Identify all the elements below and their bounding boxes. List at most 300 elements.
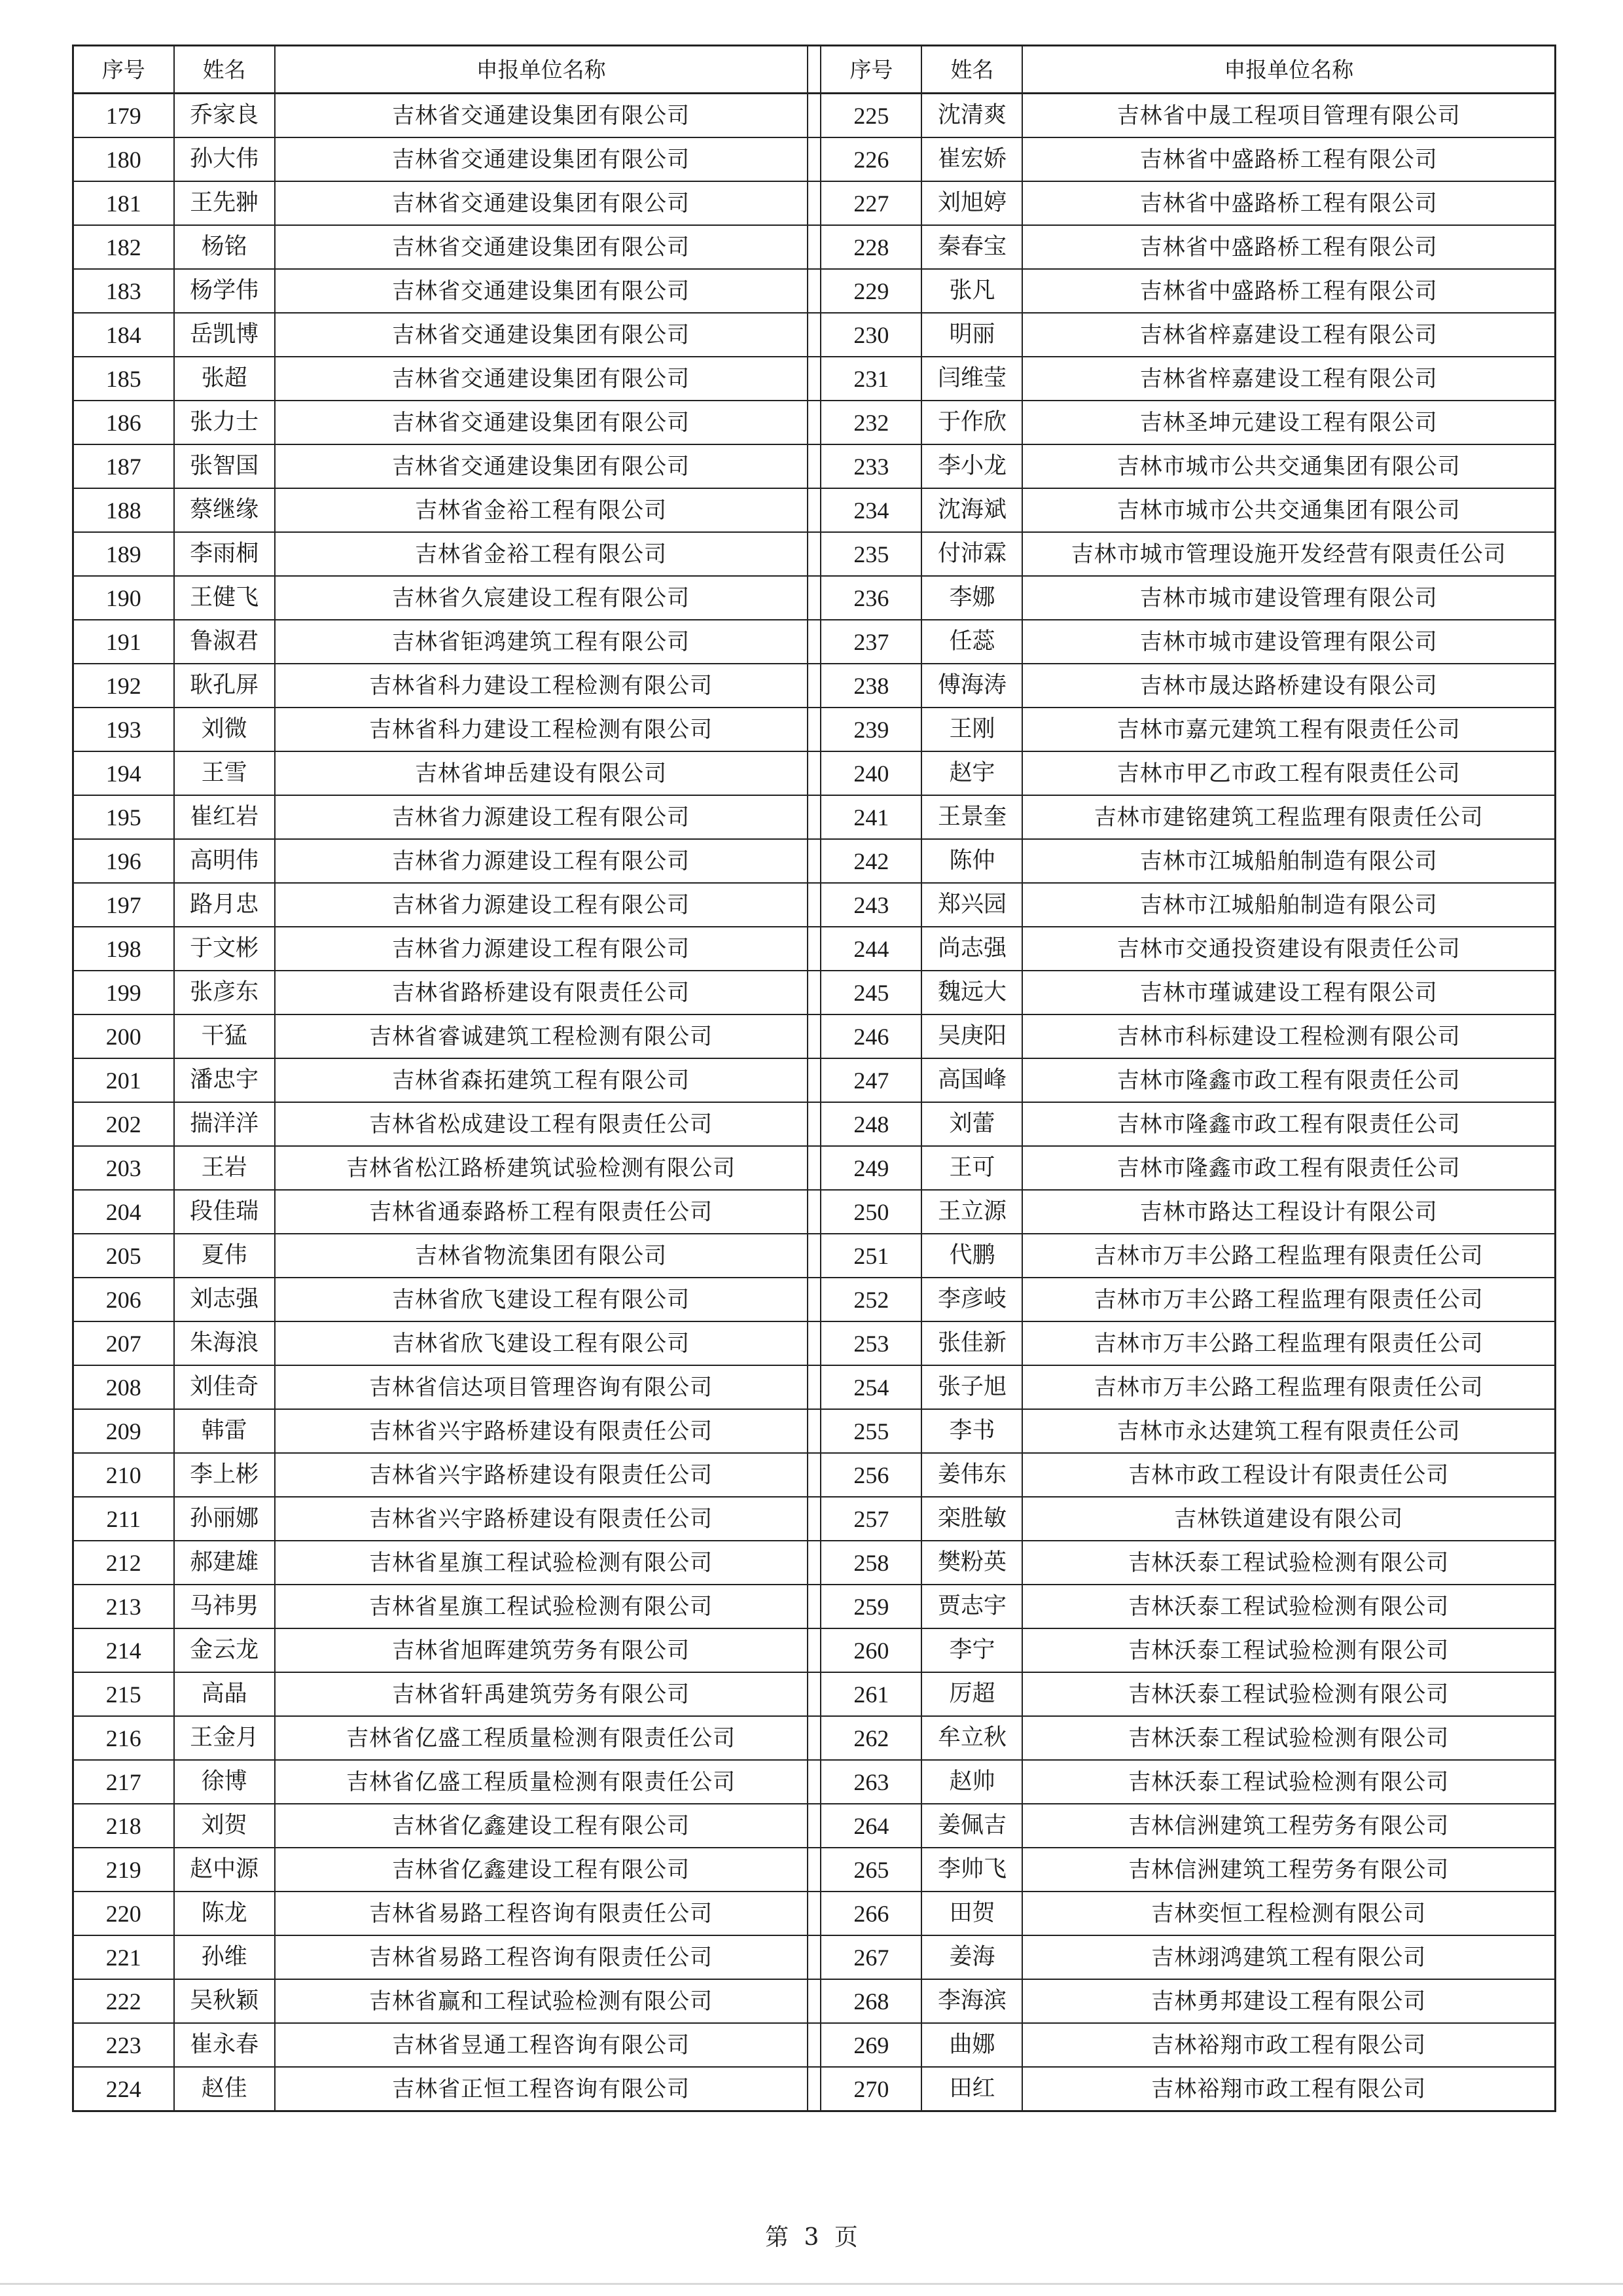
unit-cell: 吉林翊鸿建筑工程有限公司 — [1022, 1935, 1555, 1979]
unit-cell: 吉林省金裕工程有限公司 — [275, 532, 808, 576]
column-divider — [808, 1585, 821, 1628]
name-cell: 蔡继缘 — [174, 488, 275, 532]
seq-cell: 222 — [73, 1979, 174, 2023]
table-row — [73, 971, 1556, 1014]
table-row — [73, 1014, 1556, 1058]
column-divider — [808, 1804, 821, 1848]
unit-cell: 吉林市城市公共交通集团有限公司 — [1022, 444, 1555, 488]
name-cell: 耿孔屏 — [174, 664, 275, 708]
name-cell: 栾胜敏 — [921, 1497, 1022, 1541]
unit-cell: 吉林省星旗工程试验检测有限公司 — [275, 1541, 808, 1585]
name-cell: 王先翀 — [174, 181, 275, 225]
name-cell: 陈龙 — [174, 1892, 275, 1935]
seq-cell: 203 — [73, 1146, 174, 1190]
table-row — [73, 1804, 1556, 1848]
column-divider — [808, 1409, 821, 1453]
table-row — [73, 1935, 1556, 1979]
name-cell: 田贺 — [921, 1892, 1022, 1935]
unit-cell: 吉林沃泰工程试验检测有限公司 — [1022, 1541, 1555, 1585]
header-name-right: 姓名 — [921, 46, 1022, 94]
name-cell: 傅海涛 — [921, 664, 1022, 708]
table-row — [73, 927, 1556, 971]
name-cell: 姜海 — [921, 1935, 1022, 1979]
unit-cell: 吉林市瑾诚建设工程有限公司 — [1022, 971, 1555, 1014]
column-divider — [808, 576, 821, 620]
name-cell: 李宁 — [921, 1628, 1022, 1672]
unit-cell: 吉林省钜鸿建筑工程有限公司 — [275, 620, 808, 664]
unit-cell: 吉林省亿鑫建设工程有限公司 — [275, 1848, 808, 1892]
column-divider — [808, 708, 821, 751]
unit-cell: 吉林市城市建设管理有限公司 — [1022, 576, 1555, 620]
unit-cell: 吉林省物流集团有限公司 — [275, 1234, 808, 1278]
name-cell: 高明伟 — [174, 839, 275, 883]
name-cell: 李雨桐 — [174, 532, 275, 576]
name-cell: 孙维 — [174, 1935, 275, 1979]
unit-cell: 吉林省信达项目管理咨询有限公司 — [275, 1365, 808, 1409]
seq-cell: 269 — [821, 2023, 921, 2067]
unit-cell: 吉林省交通建设集团有限公司 — [275, 94, 808, 138]
unit-cell: 吉林沃泰工程试验检测有限公司 — [1022, 1760, 1555, 1804]
unit-cell: 吉林省坤岳建设有限公司 — [275, 751, 808, 795]
unit-cell: 吉林省交通建设集团有限公司 — [275, 401, 808, 444]
seq-cell: 226 — [821, 137, 921, 181]
table-row — [73, 1497, 1556, 1541]
unit-cell: 吉林市隆鑫市政工程有限责任公司 — [1022, 1102, 1555, 1146]
column-divider — [808, 1453, 821, 1497]
unit-cell: 吉林市科标建设工程检测有限公司 — [1022, 1014, 1555, 1058]
name-cell: 贾志宇 — [921, 1585, 1022, 1628]
name-cell: 乔家良 — [174, 94, 275, 138]
unit-cell: 吉林省欣飞建设工程有限公司 — [275, 1278, 808, 1321]
seq-cell: 185 — [73, 357, 174, 401]
unit-cell: 吉林省梓嘉建设工程有限公司 — [1022, 313, 1555, 357]
column-divider — [808, 269, 821, 313]
column-divider — [808, 1102, 821, 1146]
name-cell: 崔宏娇 — [921, 137, 1022, 181]
unit-cell: 吉林沃泰工程试验检测有限公司 — [1022, 1585, 1555, 1628]
seq-cell: 200 — [73, 1014, 174, 1058]
seq-cell: 201 — [73, 1058, 174, 1102]
column-divider — [808, 1058, 821, 1102]
name-cell: 夏伟 — [174, 1234, 275, 1278]
table-row — [73, 839, 1556, 883]
table-row — [73, 401, 1556, 444]
seq-cell: 202 — [73, 1102, 174, 1146]
name-cell: 尚志强 — [921, 927, 1022, 971]
seq-cell: 210 — [73, 1453, 174, 1497]
column-divider — [808, 181, 821, 225]
unit-cell: 吉林市城市建设管理有限公司 — [1022, 620, 1555, 664]
name-cell: 刘佳奇 — [174, 1365, 275, 1409]
name-cell: 赵帅 — [921, 1760, 1022, 1804]
unit-cell: 吉林省交通建设集团有限公司 — [275, 181, 808, 225]
seq-cell: 217 — [73, 1760, 174, 1804]
name-cell: 曲娜 — [921, 2023, 1022, 2067]
unit-cell: 吉林裕翔市政工程有限公司 — [1022, 2067, 1555, 2111]
seq-cell: 264 — [821, 1804, 921, 1848]
name-cell: 张凡 — [921, 269, 1022, 313]
table-row — [73, 1102, 1556, 1146]
table-row — [73, 1979, 1556, 2023]
seq-cell: 206 — [73, 1278, 174, 1321]
table-row — [73, 751, 1556, 795]
scan-edge-line — [0, 2283, 1623, 2285]
column-divider — [808, 1365, 821, 1409]
seq-cell: 220 — [73, 1892, 174, 1935]
unit-cell: 吉林省轩禹建筑劳务有限公司 — [275, 1672, 808, 1716]
roster-table — [72, 45, 1556, 2112]
header-unit-left: 申报单位名称 — [275, 46, 808, 94]
unit-cell: 吉林省中盛路桥工程有限公司 — [1022, 225, 1555, 269]
unit-cell: 吉林沃泰工程试验检测有限公司 — [1022, 1716, 1555, 1760]
seq-cell: 219 — [73, 1848, 174, 1892]
name-cell: 王刚 — [921, 708, 1022, 751]
seq-cell: 238 — [821, 664, 921, 708]
seq-cell: 247 — [821, 1058, 921, 1102]
column-divider — [808, 883, 821, 927]
unit-cell: 吉林沃泰工程试验检测有限公司 — [1022, 1672, 1555, 1716]
seq-cell: 252 — [821, 1278, 921, 1321]
seq-cell: 189 — [73, 532, 174, 576]
seq-cell: 246 — [821, 1014, 921, 1058]
unit-cell: 吉林省赢和工程试验检测有限公司 — [275, 1979, 808, 2023]
unit-cell: 吉林省昱通工程咨询有限公司 — [275, 2023, 808, 2067]
unit-cell: 吉林省睿诚建筑工程检测有限公司 — [275, 1014, 808, 1058]
roster-body — [73, 94, 1556, 2111]
column-divider — [808, 1014, 821, 1058]
seq-cell: 242 — [821, 839, 921, 883]
unit-cell: 吉林市晟达路桥建设有限公司 — [1022, 664, 1555, 708]
seq-cell: 237 — [821, 620, 921, 664]
seq-cell: 257 — [821, 1497, 921, 1541]
unit-cell: 吉林沃泰工程试验检测有限公司 — [1022, 1628, 1555, 1672]
name-cell: 姜佩吉 — [921, 1804, 1022, 1848]
seq-cell: 231 — [821, 357, 921, 401]
seq-cell: 229 — [821, 269, 921, 313]
table-row — [73, 1585, 1556, 1628]
name-cell: 张智国 — [174, 444, 275, 488]
table-row — [73, 1628, 1556, 1672]
seq-cell: 259 — [821, 1585, 921, 1628]
name-cell: 李上彬 — [174, 1453, 275, 1497]
unit-cell: 吉林省欣飞建设工程有限公司 — [275, 1321, 808, 1365]
column-divider — [808, 927, 821, 971]
seq-cell: 267 — [821, 1935, 921, 1979]
name-cell: 张力士 — [174, 401, 275, 444]
unit-cell: 吉林省力源建设工程有限公司 — [275, 839, 808, 883]
name-cell: 徐博 — [174, 1760, 275, 1804]
name-cell: 张子旭 — [921, 1365, 1022, 1409]
seq-cell: 188 — [73, 488, 174, 532]
column-divider — [808, 357, 821, 401]
unit-cell: 吉林省梓嘉建设工程有限公司 — [1022, 357, 1555, 401]
column-divider — [808, 137, 821, 181]
name-cell: 李海滨 — [921, 1979, 1022, 2023]
table-row — [73, 444, 1556, 488]
unit-cell: 吉林省通泰路桥工程有限责任公司 — [275, 1190, 808, 1234]
seq-cell: 251 — [821, 1234, 921, 1278]
seq-cell: 241 — [821, 795, 921, 839]
table-row — [73, 1760, 1556, 1804]
name-cell: 郝建雄 — [174, 1541, 275, 1585]
table-row — [73, 1146, 1556, 1190]
unit-cell: 吉林市万丰公路工程监理有限责任公司 — [1022, 1234, 1555, 1278]
table-row — [73, 137, 1556, 181]
seq-cell: 179 — [73, 94, 174, 138]
name-cell: 陈仲 — [921, 839, 1022, 883]
header-unit-right: 申报单位名称 — [1022, 46, 1555, 94]
unit-cell: 吉林圣坤元建设工程有限公司 — [1022, 401, 1555, 444]
name-cell: 张彦东 — [174, 971, 275, 1014]
name-cell: 马祎男 — [174, 1585, 275, 1628]
name-cell: 厉超 — [921, 1672, 1022, 1716]
unit-cell: 吉林省科力建设工程检测有限公司 — [275, 708, 808, 751]
seq-cell: 233 — [821, 444, 921, 488]
table-row — [73, 1672, 1556, 1716]
seq-cell: 207 — [73, 1321, 174, 1365]
unit-cell: 吉林市江城船舶制造有限公司 — [1022, 839, 1555, 883]
seq-cell: 218 — [73, 1804, 174, 1848]
seq-cell: 190 — [73, 576, 174, 620]
column-divider — [808, 2023, 821, 2067]
seq-cell: 258 — [821, 1541, 921, 1585]
name-cell: 牟立秋 — [921, 1716, 1022, 1760]
unit-cell: 吉林市江城船舶制造有限公司 — [1022, 883, 1555, 927]
seq-cell: 198 — [73, 927, 174, 971]
table-row — [73, 576, 1556, 620]
column-divider — [808, 1628, 821, 1672]
seq-cell: 262 — [821, 1716, 921, 1760]
column-divider — [808, 620, 821, 664]
seq-cell: 209 — [73, 1409, 174, 1453]
unit-cell: 吉林省易路工程咨询有限责任公司 — [275, 1935, 808, 1979]
name-cell: 刘志强 — [174, 1278, 275, 1321]
column-divider — [808, 532, 821, 576]
column-divider — [808, 225, 821, 269]
name-cell: 杨铭 — [174, 225, 275, 269]
unit-cell: 吉林省兴宇路桥建设有限责任公司 — [275, 1453, 808, 1497]
header-name-left: 姓名 — [174, 46, 275, 94]
unit-cell: 吉林省中盛路桥工程有限公司 — [1022, 137, 1555, 181]
seq-cell: 199 — [73, 971, 174, 1014]
unit-cell: 吉林市路达工程设计有限公司 — [1022, 1190, 1555, 1234]
name-cell: 赵中源 — [174, 1848, 275, 1892]
unit-cell: 吉林信洲建筑工程劳务有限公司 — [1022, 1804, 1555, 1848]
column-divider — [808, 46, 821, 94]
unit-cell: 吉林省森拓建筑工程有限公司 — [275, 1058, 808, 1102]
name-cell: 于文彬 — [174, 927, 275, 971]
column-divider — [808, 1760, 821, 1804]
seq-cell: 235 — [821, 532, 921, 576]
seq-cell: 245 — [821, 971, 921, 1014]
table-row — [73, 269, 1556, 313]
unit-cell: 吉林省亿盛工程质量检测有限责任公司 — [275, 1760, 808, 1804]
seq-cell: 227 — [821, 181, 921, 225]
unit-cell: 吉林省中盛路桥工程有限公司 — [1022, 181, 1555, 225]
seq-cell: 211 — [73, 1497, 174, 1541]
table-row — [73, 2023, 1556, 2067]
name-cell: 高晶 — [174, 1672, 275, 1716]
unit-cell: 吉林省路桥建设有限责任公司 — [275, 971, 808, 1014]
name-cell: 崔红岩 — [174, 795, 275, 839]
seq-cell: 186 — [73, 401, 174, 444]
name-cell: 朱海浪 — [174, 1321, 275, 1365]
unit-cell: 吉林市交通投资建设有限责任公司 — [1022, 927, 1555, 971]
seq-cell: 249 — [821, 1146, 921, 1190]
name-cell: 干猛 — [174, 1014, 275, 1058]
table-row — [73, 1234, 1556, 1278]
column-divider — [808, 664, 821, 708]
table-row — [73, 1541, 1556, 1585]
header-row — [73, 46, 1556, 94]
unit-cell: 吉林省交通建设集团有限公司 — [275, 225, 808, 269]
table-row — [73, 532, 1556, 576]
seq-cell: 192 — [73, 664, 174, 708]
table-row — [73, 1892, 1556, 1935]
unit-cell: 吉林市万丰公路工程监理有限责任公司 — [1022, 1365, 1555, 1409]
column-divider — [808, 1716, 821, 1760]
column-divider — [808, 1190, 821, 1234]
seq-cell: 180 — [73, 137, 174, 181]
name-cell: 李小龙 — [921, 444, 1022, 488]
unit-cell: 吉林省交通建设集团有限公司 — [275, 269, 808, 313]
name-cell: 刘旭婷 — [921, 181, 1022, 225]
seq-cell: 216 — [73, 1716, 174, 1760]
unit-cell: 吉林省交通建设集团有限公司 — [275, 444, 808, 488]
seq-cell: 182 — [73, 225, 174, 269]
seq-cell: 214 — [73, 1628, 174, 1672]
unit-cell: 吉林勇邦建设工程有限公司 — [1022, 1979, 1555, 2023]
table-row — [73, 225, 1556, 269]
unit-cell: 吉林省正恒工程咨询有限公司 — [275, 2067, 808, 2111]
name-cell: 樊粉英 — [921, 1541, 1022, 1585]
unit-cell: 吉林信洲建筑工程劳务有限公司 — [1022, 1848, 1555, 1892]
seq-cell: 266 — [821, 1892, 921, 1935]
seq-cell: 230 — [821, 313, 921, 357]
name-cell: 高国峰 — [921, 1058, 1022, 1102]
unit-cell: 吉林省易路工程咨询有限责任公司 — [275, 1892, 808, 1935]
unit-cell: 吉林市建铭建筑工程监理有限责任公司 — [1022, 795, 1555, 839]
seq-cell: 261 — [821, 1672, 921, 1716]
unit-cell: 吉林奕恒工程检测有限公司 — [1022, 1892, 1555, 1935]
header-seq-right: 序号 — [821, 46, 921, 94]
unit-cell: 吉林省力源建设工程有限公司 — [275, 883, 808, 927]
name-cell: 李书 — [921, 1409, 1022, 1453]
unit-cell: 吉林省旭晖建筑劳务有限公司 — [275, 1628, 808, 1672]
name-cell: 路月忠 — [174, 883, 275, 927]
unit-cell: 吉林铁道建设有限公司 — [1022, 1497, 1555, 1541]
seq-cell: 213 — [73, 1585, 174, 1628]
column-divider — [808, 1672, 821, 1716]
column-divider — [808, 313, 821, 357]
name-cell: 闫维莹 — [921, 357, 1022, 401]
seq-cell: 196 — [73, 839, 174, 883]
column-divider — [808, 1146, 821, 1190]
table-row — [73, 488, 1556, 532]
seq-cell: 263 — [821, 1760, 921, 1804]
column-divider — [808, 795, 821, 839]
name-cell: 田红 — [921, 2067, 1022, 2111]
name-cell: 秦春宝 — [921, 225, 1022, 269]
seq-cell: 194 — [73, 751, 174, 795]
unit-cell: 吉林市万丰公路工程监理有限责任公司 — [1022, 1321, 1555, 1365]
column-divider — [808, 839, 821, 883]
page-prefix: 第 — [765, 2224, 789, 2251]
unit-cell: 吉林市城市公共交通集团有限公司 — [1022, 488, 1555, 532]
seq-cell: 204 — [73, 1190, 174, 1234]
table-row — [73, 1716, 1556, 1760]
name-cell: 王金月 — [174, 1716, 275, 1760]
table-row — [73, 1058, 1556, 1102]
name-cell: 李娜 — [921, 576, 1022, 620]
seq-cell: 215 — [73, 1672, 174, 1716]
table-row — [73, 1321, 1556, 1365]
name-cell: 崔永春 — [174, 2023, 275, 2067]
unit-cell: 吉林省中盛路桥工程有限公司 — [1022, 269, 1555, 313]
name-cell: 刘贺 — [174, 1804, 275, 1848]
name-cell: 李帅飞 — [921, 1848, 1022, 1892]
unit-cell: 吉林省松江路桥建筑试验检测有限公司 — [275, 1146, 808, 1190]
table-row — [73, 1278, 1556, 1321]
seq-cell: 270 — [821, 2067, 921, 2111]
seq-cell: 181 — [73, 181, 174, 225]
name-cell: 段佳瑞 — [174, 1190, 275, 1234]
table-row — [73, 181, 1556, 225]
column-divider — [808, 1979, 821, 2023]
unit-cell: 吉林市城市管理设施开发经营有限责任公司 — [1022, 532, 1555, 576]
column-divider — [808, 1935, 821, 1979]
unit-cell: 吉林省兴宇路桥建设有限责任公司 — [275, 1497, 808, 1541]
seq-cell: 250 — [821, 1190, 921, 1234]
seq-cell: 236 — [821, 576, 921, 620]
name-cell: 魏远大 — [921, 971, 1022, 1014]
unit-cell: 吉林省星旗工程试验检测有限公司 — [275, 1585, 808, 1628]
name-cell: 孙大伟 — [174, 137, 275, 181]
name-cell: 赵佳 — [174, 2067, 275, 2111]
unit-cell: 吉林省交通建设集团有限公司 — [275, 137, 808, 181]
name-cell: 任蕊 — [921, 620, 1022, 664]
seq-cell: 243 — [821, 883, 921, 927]
name-cell: 姜伟东 — [921, 1453, 1022, 1497]
seq-cell: 244 — [821, 927, 921, 971]
seq-cell: 268 — [821, 1979, 921, 2023]
unit-cell: 吉林市政工程设计有限责任公司 — [1022, 1453, 1555, 1497]
name-cell: 吴秋颖 — [174, 1979, 275, 2023]
name-cell: 王景奎 — [921, 795, 1022, 839]
table-row — [73, 1848, 1556, 1892]
table-row — [73, 1409, 1556, 1453]
seq-cell: 195 — [73, 795, 174, 839]
name-cell: 岳凯博 — [174, 313, 275, 357]
name-cell: 于作欣 — [921, 401, 1022, 444]
unit-cell: 吉林省兴宇路桥建设有限责任公司 — [275, 1409, 808, 1453]
unit-cell: 吉林省亿盛工程质量检测有限责任公司 — [275, 1716, 808, 1760]
unit-cell: 吉林省松成建设工程有限责任公司 — [275, 1102, 808, 1146]
table-row — [73, 664, 1556, 708]
name-cell: 潘忠宇 — [174, 1058, 275, 1102]
unit-cell: 吉林省交通建设集团有限公司 — [275, 313, 808, 357]
unit-cell: 吉林省科力建设工程检测有限公司 — [275, 664, 808, 708]
name-cell: 刘蕾 — [921, 1102, 1022, 1146]
header-seq-left: 序号 — [73, 46, 174, 94]
unit-cell: 吉林市隆鑫市政工程有限责任公司 — [1022, 1146, 1555, 1190]
column-divider — [808, 1234, 821, 1278]
seq-cell: 239 — [821, 708, 921, 751]
name-cell: 揣洋洋 — [174, 1102, 275, 1146]
unit-cell: 吉林市嘉元建筑工程有限责任公司 — [1022, 708, 1555, 751]
name-cell: 韩雷 — [174, 1409, 275, 1453]
name-cell: 明丽 — [921, 313, 1022, 357]
